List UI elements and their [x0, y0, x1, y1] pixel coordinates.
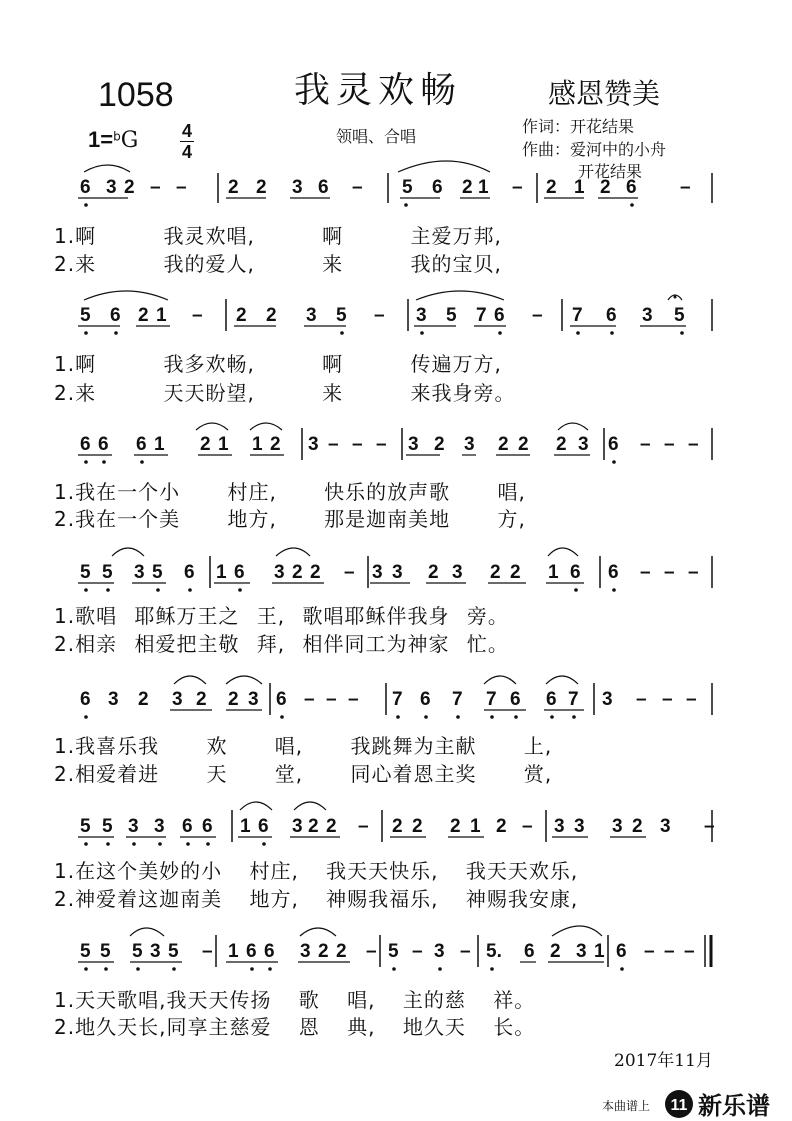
- composer: 作曲：爱河中的小舟: [522, 140, 667, 159]
- lyrics-row-2-verse-1: 1.啊 我多欢畅, 啊 传遍万方,: [54, 352, 502, 376]
- lyrics-row-1-verse-1: 1.啊 我灵欢唱, 啊 主爱万邦,: [54, 224, 502, 248]
- lyrics-row-6-verse-1: 1.在这个美妙的小 村庄, 我天天快乐, 我天天欢乐,: [54, 859, 579, 883]
- subtitle: 感恩赞美: [548, 77, 661, 110]
- 11-logo-icon: [664, 1089, 694, 1119]
- time-top: 4: [181, 121, 192, 141]
- page-title: 我灵欢畅: [294, 70, 463, 111]
- key-note: G: [120, 128, 139, 153]
- lyrics-row-4-verse-1: 1.歌唱 耶稣万王之 王, 歌唱耶稣伴我身 旁。: [54, 604, 509, 628]
- time-bottom: 4: [181, 142, 192, 162]
- lyrics-row-3-verse-1: 1.我在一个小 村庄, 快乐的放声歌 唱,: [54, 480, 526, 504]
- lyrics-row-5-verse-2: 2.相爱着进 天 堂, 同心着恩主奖 赏,: [54, 762, 553, 786]
- lyricist: 作词：开花结果: [522, 117, 635, 136]
- key-prefix: 1=: [88, 127, 114, 152]
- brand-logo[interactable]: [664, 1086, 770, 1121]
- flat-sign: b: [113, 129, 121, 144]
- svg-text:11: 11: [670, 1096, 688, 1114]
- lyrics-row-4-verse-2: 2.相亲 相爱把主敬 拜, 相伴同工为神家 忙。: [54, 632, 509, 656]
- source-label: 本曲谱上: [602, 1099, 651, 1113]
- lyrics-row-2-verse-2: 2.来 天天盼望, 来 来我身旁。: [54, 381, 516, 405]
- date: 2017年11月: [614, 1051, 713, 1071]
- lyrics-row-1-verse-2: 2.来 我的爱人, 来 我的宝贝,: [54, 252, 502, 276]
- lyrics-row-5-verse-1: 1.我喜乐我 欢 唱, 我跳舞为主献 上,: [54, 734, 553, 758]
- lyrics-row-7-verse-1: 1.天天歌唱,我天天传扬 歌 唱, 主的慈 祥。: [54, 988, 536, 1012]
- lyrics-row-3-verse-2: 2.我在一个美 地方, 那是迦南美地 方,: [54, 507, 526, 531]
- performance-note: 领唱、合唱: [336, 127, 417, 146]
- lyrics-row-6-verse-2: 2.神爱着这迦南美 地方, 神赐我福乐, 神赐我安康,: [54, 887, 579, 911]
- lyrics-row-7-verse-2: 2.地久天长,同享主慈爱 恩 典, 地久天 长。: [54, 1015, 536, 1039]
- brand-name: 新乐谱: [698, 1092, 770, 1120]
- composer-2: 开花结果: [578, 162, 643, 181]
- hymn-number: 1058: [98, 76, 174, 114]
